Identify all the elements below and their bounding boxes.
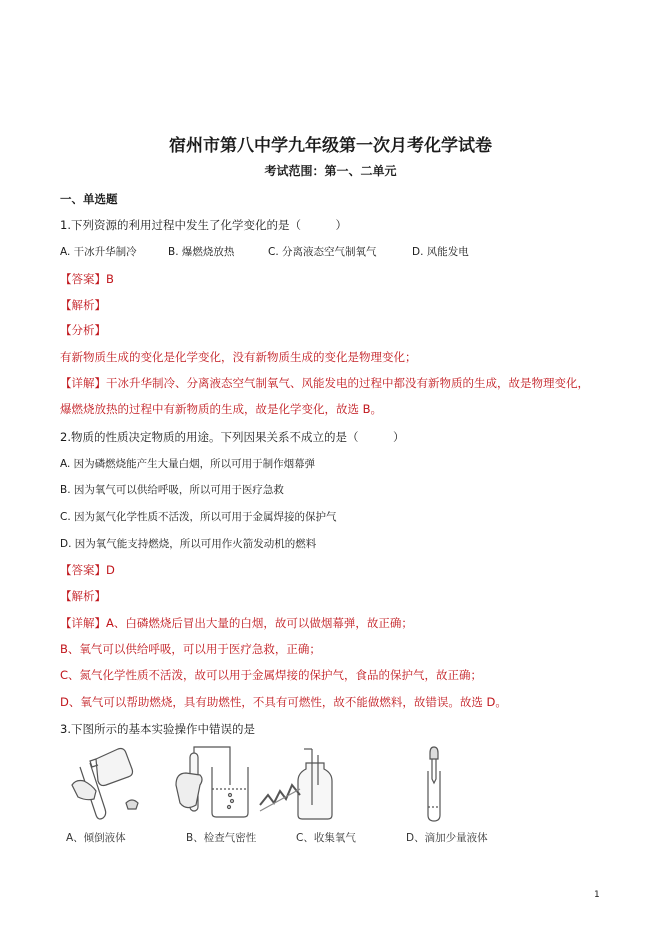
figure-caption-d: D、滴加少量液体 — [406, 832, 488, 844]
q2-detail-line-2: B、氧气可以供给呼吸，可以用于医疗急救，正确； — [60, 642, 321, 656]
q1-option-a: A. 干冰升华制冷 — [60, 246, 137, 258]
q1-option-c: C. 分离液态空气制氧气 — [268, 246, 377, 258]
q2-detail-line-4: D、氧气可以帮助燃烧，具有助燃性，不具有可燃性，故不能做燃料，故错误。故选 D。 — [60, 695, 507, 709]
q1-fenxi-label: 【分析】 — [60, 323, 106, 337]
q1-stem: 1.下列资源的利用过程中发生了化学变化的是（ ） — [60, 218, 347, 232]
figure-b-airtightness — [172, 745, 254, 823]
q2-option-c: C. 因为氮气化学性质不活泼，所以可用于金属焊接的保护气 — [60, 511, 337, 523]
q2-option-d: D. 因为氧气能支持燃烧，所以可用作火箭发动机的燃料 — [60, 538, 317, 550]
q2-answer: 【答案】D — [60, 563, 115, 577]
q2-jiexi-label: 【解析】 — [60, 589, 106, 603]
page-title: 宿州市第八中学九年级第一次月考化学试卷 — [169, 136, 492, 156]
figure-d-add-liquid — [410, 745, 460, 823]
q1-detail-line-1: 【详解】干冰升华制冷、分离液态空气制氧气、风能发电的过程中都没有新物质的生成，故是物理变化， — [60, 376, 589, 390]
page-subtitle: 考试范围：第一、二单元 — [264, 164, 397, 178]
figure-caption-a: A、倾倒液体 — [66, 832, 126, 844]
q1-option-b: B. 爆燃烧放热 — [168, 246, 235, 258]
figure-caption-c: C、收集氧气 — [296, 832, 356, 844]
q2-detail-line-3: C、氮气化学性质不活泼，故可以用于金属焊接的保护气，食品的保护气，故正确； — [60, 668, 483, 682]
section-heading: 一、单选题 — [60, 192, 118, 206]
q1-answer: 【答案】B — [60, 272, 114, 286]
q2-stem: 2.物质的性质决定物质的用途。下列因果关系不成立的是（ ） — [60, 430, 405, 444]
figure-c-collect-oxygen — [256, 745, 336, 823]
q2-option-a: A. 因为磷燃烧能产生大量白烟，所以可用于制作烟幕弹 — [60, 458, 316, 470]
q1-jiexi-label: 【解析】 — [60, 298, 106, 312]
q3-stem: 3.下图所示的基本实验操作中错误的是 — [60, 722, 255, 736]
q1-option-d: D. 风能发电 — [412, 246, 469, 258]
q1-detail-line-2: 爆燃烧放热的过程中有新物质的生成，故是化学变化，故选 B。 — [60, 402, 383, 416]
q2-option-b: B. 因为氧气可以供给呼吸，所以可用于医疗急救 — [60, 484, 284, 496]
page-number: 1 — [594, 890, 600, 900]
q1-analysis: 有新物质生成的变化是化学变化，没有新物质生成的变化是物理变化； — [60, 350, 417, 364]
q2-detail-line-1: 【详解】A、白磷燃烧后冒出大量的白烟，故可以做烟幕弹，故正确； — [60, 616, 413, 630]
figure-caption-b: B、检查气密性 — [186, 832, 257, 844]
figure-a-pouring-liquid — [66, 745, 146, 823]
